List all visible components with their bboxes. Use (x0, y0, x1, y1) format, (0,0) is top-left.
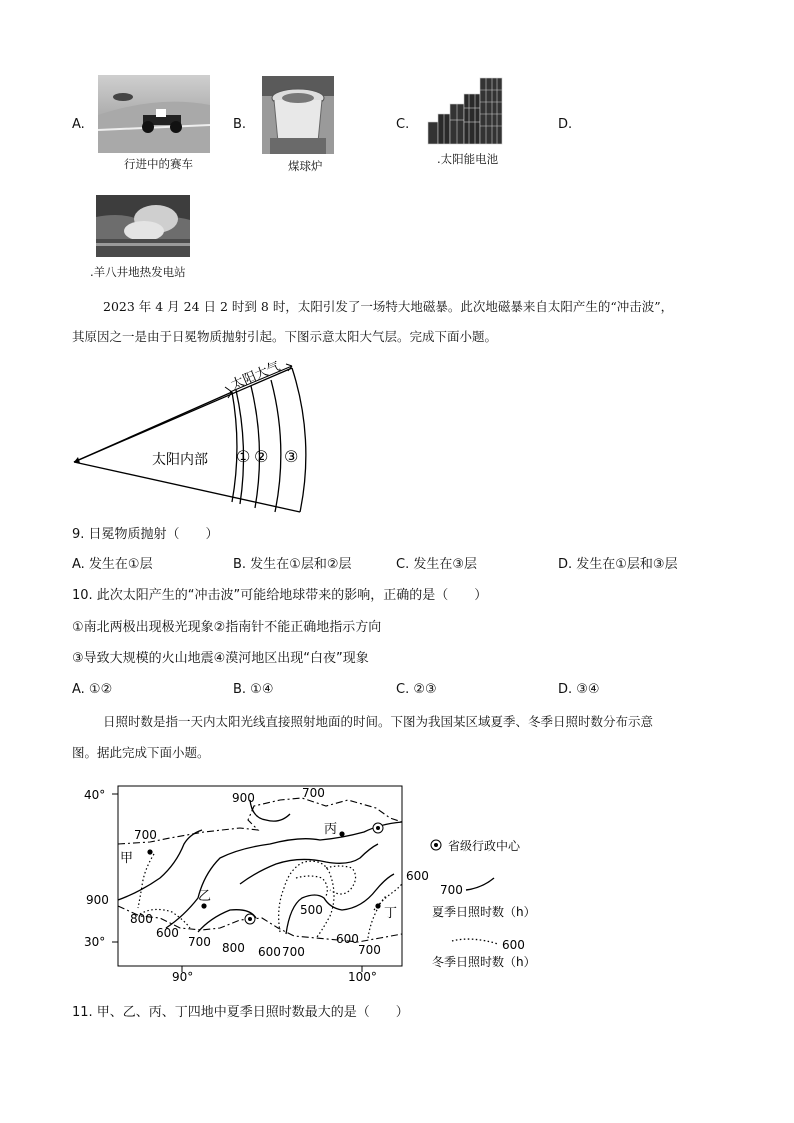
geothermal-plant-photo (96, 195, 190, 257)
question-10-items-line-1: ①南北两极出现极光现象②指南针不能正确地指示方向 (72, 620, 382, 635)
contour-700-bottom-left: 700 (188, 935, 211, 949)
layer-3-label: ③ (284, 447, 299, 466)
question-9-option-c: C. 发生在③层 (396, 557, 477, 572)
lon-90-label: 90° (172, 970, 194, 984)
question-11-stem: 11. 甲、乙、丙、丁四地中夏季日照时数最大的是（ ） (72, 1005, 409, 1020)
question-9-stem: 9. 日冕物质抛射（ ） (72, 527, 219, 542)
intro-paragraph-1-line-2: 其原因之一是由于日冕物质抛射引起。下图示意太阳大气层。完成下面小题。 (72, 329, 498, 344)
option-a-label: A. (72, 117, 85, 132)
contour-700-bottom-right: 700 (358, 943, 381, 957)
provincial-capital-marker-1 (373, 823, 383, 833)
contour-700-bottom: 700 (282, 945, 305, 959)
place-jia: 甲 (120, 851, 134, 866)
coal-stove-photo (262, 76, 334, 154)
question-10-option-c: C. ②③ (396, 682, 437, 697)
question-10-option-b: B. ①④ (233, 682, 274, 697)
option-c-label: C. (396, 117, 410, 132)
legend-winter-label: 冬季日照时数（h） (432, 955, 536, 969)
contour-700-top: 700 (302, 786, 325, 800)
left-900-label: 900 (86, 893, 109, 907)
race-car-caption: 行进中的赛车 (124, 157, 193, 171)
sun-atmosphere-diagram (64, 356, 324, 522)
option-d-label: D. (558, 117, 573, 132)
contour-700-left: 700 (134, 828, 157, 842)
provincial-capital-marker-2 (245, 914, 255, 924)
place-bing: 丙 (324, 822, 338, 837)
lat-30-label: 30° (84, 935, 106, 949)
option-b-label: B. (233, 117, 247, 132)
intro-paragraph-2-line-1: 日照时数是指一天内太阳光线直接照射地面的时间。下图为我国某区域夏季、冬季日照时数分布示意 (103, 714, 654, 729)
contour-900-top: 900 (232, 791, 255, 805)
legend-winter-value: 600 (502, 938, 525, 952)
contour-800-bottom: 800 (222, 941, 245, 955)
solar-panel-photo (426, 72, 506, 148)
question-9-option-b: B. 发生在①层和②层 (233, 557, 352, 572)
lon-100-label: 100° (348, 970, 377, 984)
legend-summer-label: 夏季日照时数（h） (432, 905, 536, 919)
map-legend (431, 838, 536, 969)
contour-800-left: 800 (130, 912, 153, 926)
question-10-option-a: A. ①② (72, 682, 113, 697)
contour-600-bottom-right: 600 (336, 932, 359, 946)
lat-40-label: 40° (84, 788, 106, 802)
intro-paragraph-1-line-1: 2023 年 4 月 24 日 2 时到 8 时，太阳引发了一场特大地磁暴。此次地磁暴来自太阳产生的“冲击波”， (103, 299, 674, 314)
question-10-stem: 10. 此次太阳产生的“冲击波”可能给地球带来的影响，正确的是（ ） (72, 588, 488, 603)
legend-capital-label: 省级行政中心 (448, 839, 521, 853)
place-ding: 丁 (384, 906, 398, 921)
geothermal-caption: .羊八井地热发电站 (90, 265, 186, 279)
legend-summer-value: 700 (440, 883, 463, 897)
contour-600-bottom-left: 600 (156, 926, 179, 940)
contour-600-right: 600 (406, 869, 429, 883)
sun-interior-label: 太阳内部 (152, 452, 208, 468)
coal-stove-caption: 煤球炉 (288, 159, 323, 173)
solar-panel-caption: .太阳能电池 (437, 152, 499, 166)
sun-atmosphere-label: 太阳大气 (228, 359, 283, 394)
race-car-photo (98, 75, 210, 153)
contour-500: 500 (300, 903, 323, 917)
question-9-option-a: A. 发生在①层 (72, 557, 153, 572)
layer-1-label: ① (236, 447, 251, 466)
place-yi: 乙 (198, 889, 212, 904)
question-9-option-d: D. 发生在①层和③层 (558, 557, 678, 572)
intro-paragraph-2-line-2: 图。据此完成下面小题。 (72, 745, 210, 760)
layer-2-label: ② (254, 447, 269, 466)
question-10-option-d: D. ③④ (558, 682, 600, 697)
question-10-items-line-2: ③导致大规模的火山地震④漠河地区出现“白夜”现象 (72, 651, 369, 666)
sunshine-hours-map (80, 778, 560, 988)
contour-600-bottom: 600 (258, 945, 281, 959)
